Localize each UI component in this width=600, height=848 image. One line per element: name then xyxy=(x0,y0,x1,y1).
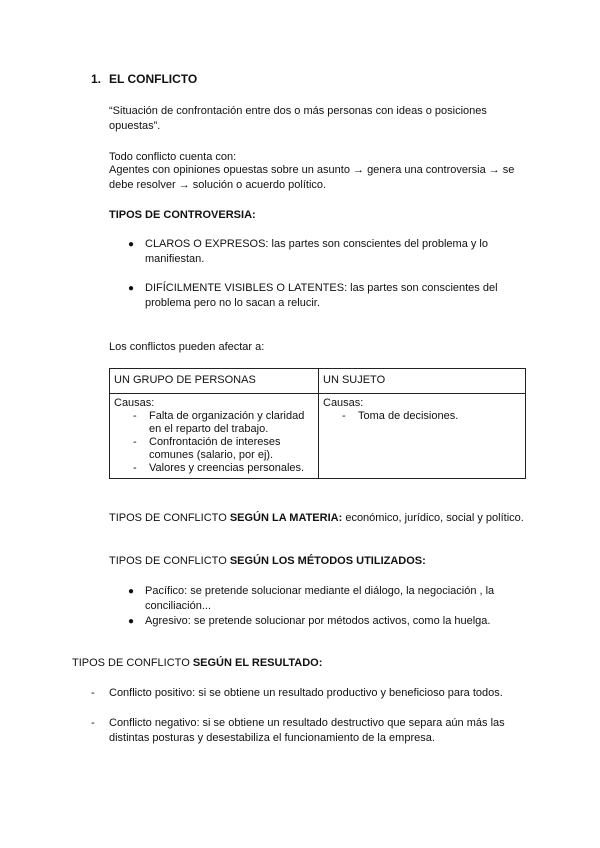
grupo-causa-1: Falta de organización y claridad en el reparto del trabajo. xyxy=(149,410,305,435)
causes-table xyxy=(109,368,526,479)
resultado-item-2-line2: distintas posturas y desestabiliza el funcionamiento de la empresa. xyxy=(109,732,435,744)
section-number: 1. xyxy=(91,72,102,86)
resultado-heading xyxy=(72,656,322,671)
grupo-causa-3: Valores y creencias personales. xyxy=(149,462,305,474)
intro-line1: Todo conflicto cuenta con: xyxy=(109,151,237,163)
section-title: EL CONFLICTO xyxy=(109,72,198,86)
sujeto-causas-list xyxy=(323,410,521,423)
table-cell-sujeto xyxy=(319,394,526,479)
bullet-icon: ● xyxy=(128,239,135,250)
dash-icon: - xyxy=(91,687,95,699)
sujeto-causa-1: Toma de decisiones. xyxy=(358,410,459,422)
controversia-item-1-line1: CLAROS O EXPRESOS: las partes son conscientes del problema y lo xyxy=(145,238,488,250)
metodos-item-2-line1: Agresivo: se pretende solucionar por métodos activos, como la huelga. xyxy=(145,615,491,627)
list-item: - Confrontación de intereses comunes (salario, por ej). xyxy=(133,436,281,461)
resultado-item-2-line1: Conflicto negativo: si se obtiene un resultado destructivo que separa aún más las xyxy=(109,717,505,729)
controversia-item-2-line1: DIFÍCILMENTE VISIBLES O LATENTES: las partes son conscientes del xyxy=(145,282,498,294)
metodos-item-1-line1: Pacífico: se pretende solucionar mediante el diálogo, la negociación , la xyxy=(145,585,495,597)
bullet-icon: ● xyxy=(128,283,135,294)
materia-line xyxy=(109,511,524,526)
definition-quote-line2: opuestas”. xyxy=(109,120,161,132)
grupo-causa-2: Confrontación de intereses comunes (salario, por ej). xyxy=(149,436,281,461)
intro-line2: Agentes con opiniones opuestas sobre un asunto → genera una controversia → se xyxy=(109,164,515,176)
bullet-icon: ● xyxy=(128,586,135,597)
grupo-causas-list xyxy=(114,410,314,475)
table-header-sujeto: UN SUJETO xyxy=(319,369,526,394)
metodos-prefix: TIPOS DE CONFLICTO xyxy=(109,555,230,567)
sujeto-causas-label: Causas: xyxy=(323,397,364,409)
resultado-prefix: TIPOS DE CONFLICTO xyxy=(72,657,193,669)
metodos-heading xyxy=(109,554,426,569)
list-item: - Toma de decisiones. xyxy=(342,410,459,422)
definition-quote-line1: “Situación de confrontación entre dos o más personas con ideas o posiciones xyxy=(109,105,487,117)
table-cell-grupo xyxy=(110,394,319,479)
dash-icon: - xyxy=(91,717,95,729)
metodos-item-1-line2: conciliación... xyxy=(145,600,212,612)
afectar-text: Los conflictos pueden afectar a: xyxy=(109,341,265,353)
controversia-heading: TIPOS DE CONTROVERSIA: xyxy=(109,209,256,221)
controversia-item-1-line2: manifiestan. xyxy=(145,253,205,265)
materia-bold: SEGÚN LA MATERIA: xyxy=(229,512,343,524)
list-item: - Valores y creencias personales. xyxy=(133,462,305,474)
resultado-item-1-line1: Conflicto positivo: si se obtiene un resultado productivo y beneficioso para todos. xyxy=(109,687,503,699)
controversia-item-2-line2: problema pero no lo sacan a relucir. xyxy=(145,297,320,309)
materia-rest: económico, jurídico, social y político. xyxy=(342,512,524,524)
grupo-causas-label: Causas: xyxy=(114,397,155,409)
resultado-bold: SEGÚN EL RESULTADO: xyxy=(192,657,323,669)
intro-line3: debe resolver → solución o acuerdo político. xyxy=(109,179,327,191)
materia-prefix: TIPOS DE CONFLICTO xyxy=(109,512,230,524)
metodos-bold: SEGÚN LOS MÉTODOS UTILIZADOS: xyxy=(229,555,426,567)
table-header-grupo: UN GRUPO DE PERSONAS xyxy=(110,369,319,394)
list-item: - Falta de organización y claridad en el reparto del trabajo. xyxy=(133,410,305,435)
bullet-icon: ● xyxy=(128,616,135,627)
